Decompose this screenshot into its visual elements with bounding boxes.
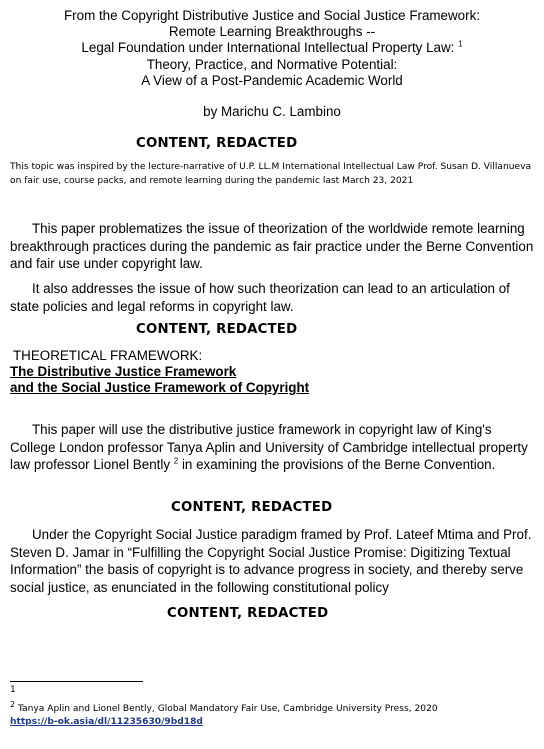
redacted-marker: CONTENT, REDACTED (136, 136, 298, 151)
paragraph-2-text: It also addresses the issue of how such theorization can lead to an articulation of state policies and legal reforms in copyright law. (10, 281, 510, 314)
paragraph-3-text-end: in examining the provisions of the Berne Convention. (181, 457, 496, 472)
author-line: by Marichu C. Lambino (203, 104, 341, 119)
framework-title-line-1: The Distributive Justice Framework (10, 364, 237, 379)
title-line-4: Theory, Practice, and Normative Potential: (146, 56, 398, 72)
redacted-marker: CONTENT, REDACTED (167, 606, 329, 621)
framework-title-line-2: and the Social Justice Framework of Copyright (10, 380, 310, 395)
footnote-1-number: 1 (10, 685, 16, 695)
footnote-ref-2[interactable]: 2 (173, 456, 179, 466)
footnote-2-text: Tanya Aplin and Lionel Bently, Global Mandatory Fair Use, Cambridge University Press, 2020 (18, 704, 438, 714)
footnote-ref-1[interactable]: 1 (458, 39, 463, 49)
title-line-1: From the Copyright Distributive Justice and Social Justice Framework: (64, 8, 480, 23)
footnote-2-number: 2 (10, 699, 16, 709)
framework-label: THEORETICAL FRAMEWORK: (13, 348, 203, 363)
paragraph-4-text: Under the Copyright Social Justice paradigm framed by Prof. Lateef Mtima and Prof. Steven D. Jamar in “Fulfilling the Copyright Social Justice Promise: Digitizing Textual Information” the basis of copyright is to advance progress in society, and thereby serve social justice, as enunciated in the following constitutional policy (10, 527, 532, 595)
title-line-3 (0, 40, 544, 56)
title-line-3-text: Legal Foundation under International Intellectual Property Law: (81, 40, 455, 56)
paragraph-4 (10, 526, 535, 596)
document-title (0, 8, 544, 89)
footnote-2-link[interactable]: https://b-ok.asia/dl/11235630/9bd18d (10, 716, 203, 727)
title-line-5: A View of a Post-Pandemic Academic World (141, 72, 403, 88)
inspiration-note: This topic was inspired by the lecture-narrative of U.P. LL.M International Intellectual Law Prof. Susan D. Villanueva on fair use, course packs, and remote learning during the pandemic last March 23, 2021 (10, 162, 532, 186)
footnote-divider (10, 681, 143, 682)
paragraph-2 (10, 280, 535, 315)
paragraph-1 (10, 220, 535, 273)
footnote-1 (10, 684, 16, 697)
title-line-2: Remote Learning Breakthroughs -- (168, 24, 376, 40)
paragraph-3 (10, 421, 535, 474)
footnote-2 (10, 699, 535, 728)
redacted-marker: CONTENT, REDACTED (171, 500, 333, 515)
redacted-marker: CONTENT, REDACTED (136, 322, 298, 337)
paragraph-3-text: This paper will use the distributive justice framework in copyright law of King's College London professor Tanya Aplin and University of Cambridge intellectual property law professor Lionel Bently (10, 422, 528, 472)
paragraph-1-text: This paper problematizes the issue of theorization of the worldwide remote learning breakthrough practices during the pandemic as fair practice under the Berne Convention and fair use under copyright law. (10, 221, 534, 271)
framework-heading (10, 348, 535, 396)
